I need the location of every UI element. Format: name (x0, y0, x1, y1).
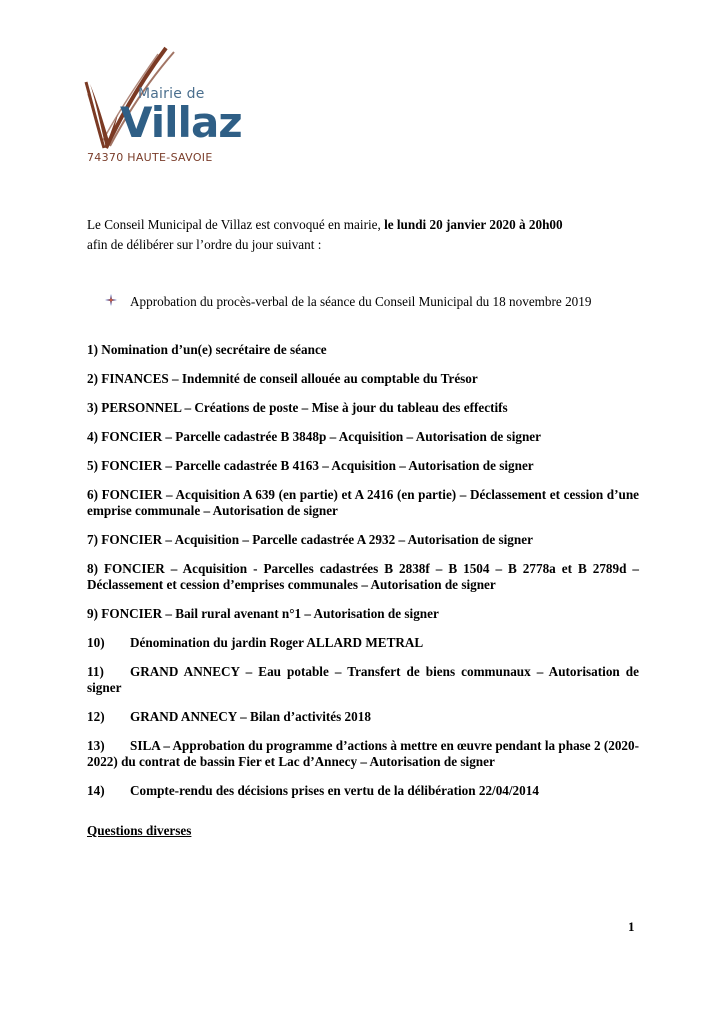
item-number: 10) (87, 635, 105, 650)
item-text: Nomination d’un(e) secrétaire de séance (101, 342, 327, 357)
item-number: 6) (87, 487, 98, 502)
approbation-item (104, 293, 639, 310)
item-text: GRAND ANNECY – Bilan d’activités 2018 (130, 709, 371, 724)
agenda-list (87, 342, 639, 812)
item-number: 1) (87, 342, 98, 357)
intro-line-1 (87, 215, 639, 235)
mairie-logo (82, 44, 242, 166)
agenda-item (87, 738, 639, 770)
agenda-item (87, 709, 639, 725)
item-number: 4) (87, 429, 98, 444)
item-text: FONCIER – Acquisition - Parcelles cadastrées B 2838f – B 1504 – B 2778a et B 2789d – Déclassement et cession d’emprises communales – Autorisation de signer (87, 561, 640, 592)
meeting-date: le lundi 20 janvier 2020 à 20h00 (384, 217, 563, 232)
logo-mairie-de: Mairie de (138, 86, 205, 102)
item-text: SILA – Approbation du programme d’actions à mettre en œuvre pendant la phase 2 (2020-2022) du contrat de bassin Fier et Lac d’Annecy – Autorisation de signer (87, 738, 639, 769)
agenda-item (87, 371, 639, 387)
item-number: 5) (87, 458, 98, 473)
item-text: FONCIER – Parcelle cadastrée B 3848p – Acquisition – Autorisation de signer (101, 429, 541, 444)
logo-villaz: Villaz (120, 98, 242, 147)
item-number: 7) (87, 532, 98, 547)
agenda-item (87, 487, 639, 519)
item-text: Compte-rendu des décisions prises en vertu de la délibération 22/04/2014 (130, 783, 539, 798)
item-text: PERSONNEL – Créations de poste – Mise à jour du tableau des effectifs (101, 400, 508, 415)
agenda-item (87, 429, 639, 445)
item-number: 14) (87, 783, 105, 798)
item-number: 9) (87, 606, 98, 621)
item-text: Dénomination du jardin Roger ALLARD METRAL (130, 635, 424, 650)
item-number: 12) (87, 709, 105, 724)
agenda-item (87, 664, 639, 696)
convocation-intro (87, 215, 639, 255)
plus-cross-icon (104, 293, 118, 311)
item-number: 8) (87, 561, 98, 576)
item-text: GRAND ANNECY – Eau potable – Transfert de biens communaux – Autorisation de signer (87, 664, 639, 695)
item-number: 3) (87, 400, 98, 415)
item-text: FINANCES – Indemnité de conseil allouée au comptable du Trésor (101, 371, 478, 386)
agenda-item (87, 561, 639, 593)
item-text: FONCIER – Acquisition – Parcelle cadastrée A 2932 – Autorisation de signer (101, 532, 533, 547)
questions-diverses-heading: Questions diverses (87, 823, 192, 838)
logo-location: 74370 HAUTE-SAVOIE (87, 151, 213, 164)
item-number: 11) (87, 664, 104, 679)
item-text: FONCIER – Bail rural avenant n°1 – Autorisation de signer (101, 606, 439, 621)
item-text: FONCIER – Parcelle cadastrée B 4163 – Acquisition – Autorisation de signer (101, 458, 534, 473)
agenda-item (87, 606, 639, 622)
agenda-item (87, 342, 639, 358)
intro-line-2: afin de délibérer sur l’ordre du jour suivant : (87, 237, 322, 252)
agenda-item (87, 400, 639, 416)
agenda-item (87, 458, 639, 474)
item-text: FONCIER – Acquisition A 639 (en partie) et A 2416 (en partie) – Déclassement et cession d’une emprise communale – Autorisation de signer (87, 487, 640, 518)
agenda-item (87, 783, 639, 799)
agenda-item (87, 635, 639, 651)
item-number: 2) (87, 371, 98, 386)
item-number: 13) (87, 738, 105, 753)
intro-plain: Le Conseil Municipal de Villaz est convoqué en mairie, (87, 217, 385, 232)
agenda-item (87, 532, 639, 548)
page-number: 1 (628, 919, 635, 934)
approbation-text: Approbation du procès-verbal de la séance du Conseil Municipal du 18 novembre 2019 (130, 294, 592, 309)
